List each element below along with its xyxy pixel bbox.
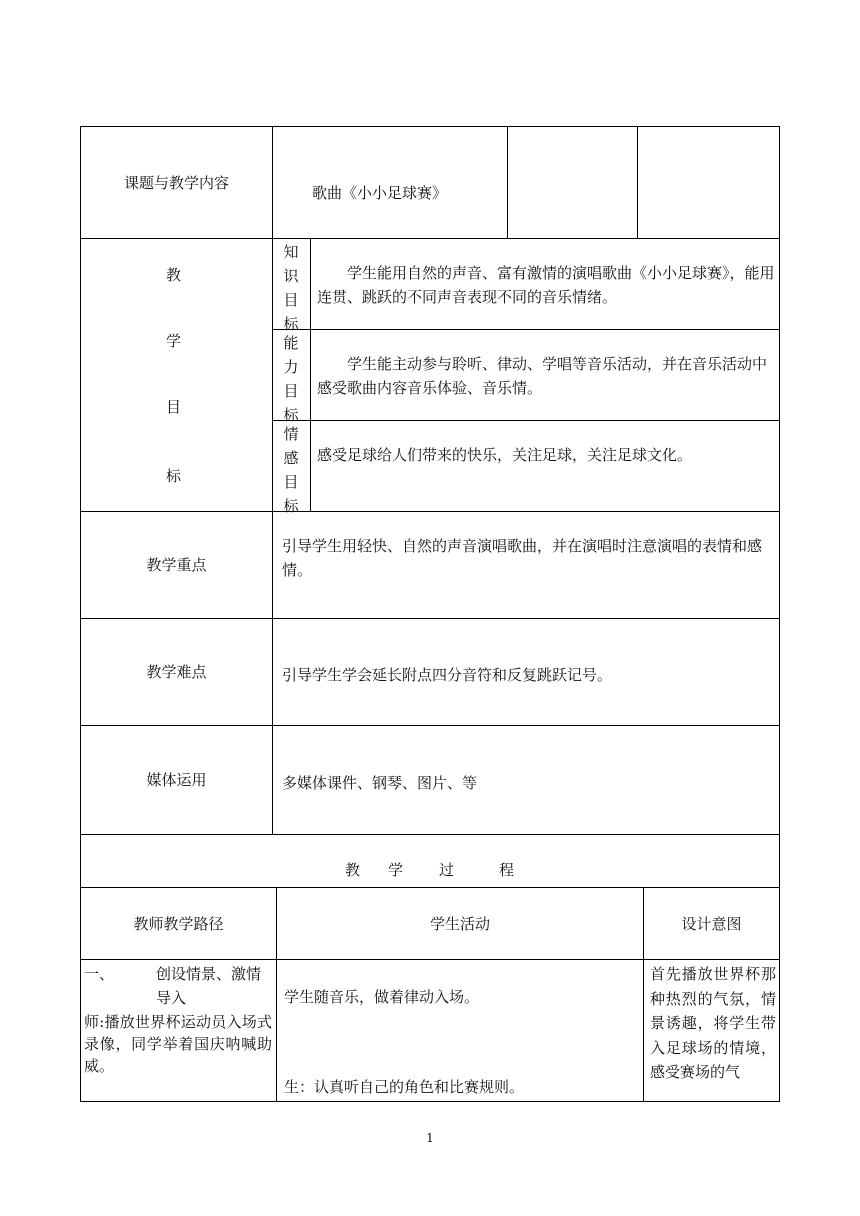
col-divider (272, 126, 273, 835)
row-divider (80, 834, 780, 835)
key-point-text: 引导学生用轻快、自然的声音演唱歌曲，并在演唱时注意演唱的表情和感情。 (282, 537, 763, 579)
media-label: 媒体运用 (146, 771, 207, 789)
difficulty-text: 引导学生学会延长附点四分音符和反复跳跃记号。 (282, 666, 613, 684)
knowledge-objective-label: 知 识 目 标 (283, 243, 299, 333)
emotion-objective-text: 感受足球给人们带来的快乐，关注足球，关注足球文化。 (317, 446, 693, 464)
row-divider (273, 420, 780, 421)
row-divider (273, 329, 780, 330)
design-intent-text: 首先播放世界杯那种热烈的气氛，情景诱趣，将学生带入足球场的情境，感受赛场的气 (650, 965, 776, 1082)
topic-label: 课题与教学内容 (123, 173, 229, 192)
col-divider (507, 126, 508, 239)
objectives-label (81, 239, 272, 511)
table-border-bottom (80, 1101, 780, 1102)
emotion-objective-label: 情 感 目 标 (283, 425, 299, 515)
ability-objective-text: 学生能主动参与聆听、律动、学唱等音乐活动，并在音乐活动中感受歌曲内容音乐体验、音乐情。 (317, 355, 768, 397)
objectives-label-char: 标 (166, 467, 182, 485)
row-divider (80, 959, 780, 960)
col-divider (637, 126, 638, 239)
step-number: 一、 (84, 965, 115, 983)
process-title-char: 学 (388, 861, 404, 879)
process-title (81, 859, 779, 881)
page-number: 1 (426, 1131, 434, 1145)
col-divider (310, 238, 311, 512)
step-title: 创设情景、激情 (156, 965, 262, 983)
process-title-char: 过 (439, 861, 455, 879)
difficulty-label: 教学难点 (146, 663, 207, 681)
objectives-label-char: 学 (166, 332, 182, 350)
header-design-intent: 设计意图 (681, 914, 742, 933)
key-point-label: 教学重点 (146, 556, 207, 574)
knowledge-objective-text: 学生能用自然的声音、富有激情的演唱歌曲《小小足球赛》，能用连贯、跳跃的不同声音表现不同的音乐情绪。 (317, 264, 775, 306)
topic-value: 歌曲《小小足球赛》 (312, 184, 448, 202)
table-border-right (779, 126, 780, 1102)
objectives-label-char: 目 (166, 398, 182, 416)
process-title-char: 程 (499, 861, 515, 879)
teacher-path-body: 师:播放世界杯运动员入场式录像，同学举着国庆呐喊助威。 (84, 1013, 272, 1075)
objectives-label-char: 教 (166, 266, 182, 284)
teacher-path-cell (84, 963, 272, 1077)
student-activity-2: 生：认真听自己的角色和比赛规则。 (284, 1078, 525, 1096)
process-title-char: 教 (345, 861, 361, 879)
media-text: 多媒体课件、钢琴、图片、等 (282, 774, 478, 792)
ability-objective-label: 能 力 目 标 (283, 334, 299, 424)
header-student-activity: 学生活动 (429, 914, 490, 933)
header-teacher-path: 教师教学路径 (133, 914, 224, 933)
step-title-cont: 导入 (156, 989, 187, 1007)
student-activity-1: 学生随音乐，做着律动入场。 (284, 988, 480, 1006)
